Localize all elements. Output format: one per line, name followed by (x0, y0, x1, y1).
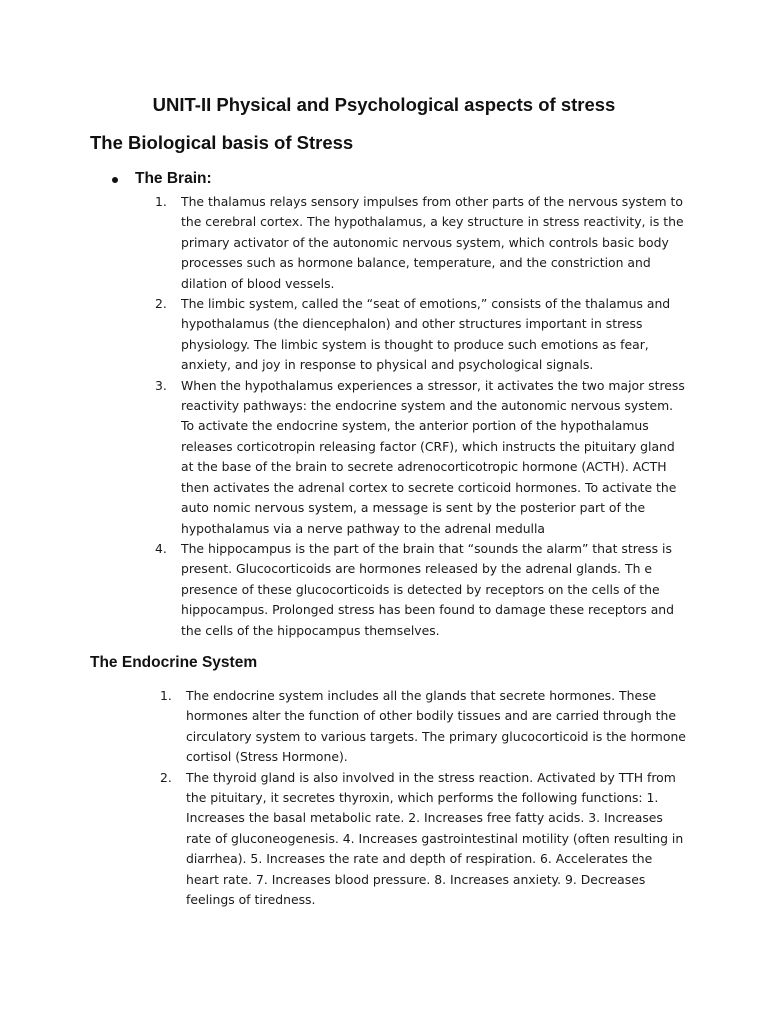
list-item (160, 686, 686, 768)
list-item-number: 2. (160, 769, 172, 785)
list-item (155, 376, 685, 539)
list-item (160, 768, 686, 911)
list-item-text: When the hypothalamus experiences a stressor, it activates the two major stress reactivity pathways: the endocrine system and the autonomic nervous system. To activate the endocrine system, the anterior portion of the hypothalamus releases corticotropin releasing factor (CRF), which instructs the pituitary gland at the base of the brain to secrete adrenocorticotropic hormone (ACTH). ACTH then activates the adrenal cortex to secrete corticoid hormones. To activate the auto nomic nervous system, a message is sent by the posterior part of the hypothalamus via a nerve pathway to the adrenal medulla (181, 377, 685, 536)
list-item-number: 2. (155, 296, 167, 312)
list-item-number: 3. (155, 377, 167, 393)
section-heading-biological-basis: The Biological basis of Stress (90, 132, 354, 153)
brain-numbered-list (155, 192, 685, 641)
list-item (155, 192, 685, 294)
list-item-text: The endocrine system includes all the glands that secrete hormones. These hormones alter the function of other bodily tissues and are carried through the circulatory system to various targets. The primary glucocorticoid is the hormone cortisol (Stress Hormone). (186, 688, 686, 765)
list-item (155, 294, 685, 376)
list-item-text: The thyroid gland is also involved in the stress reaction. Activated by TTH from the pituitary, it secretes thyroxin, which performs the following functions: 1. Increases the basal metabolic rate. 2. Increases free fatty acids. 3. Increases rate of gluconeogenesis. 4. Increases gastrointestinal motility (often resulting in diarrhea). 5. Increases the rate and depth of respiration. 6. Accelerates the heart rate. 7. Increases blood pressure. 8. Increases anxiety. 9. Decreases feelings of tiredness. (186, 769, 684, 908)
list-item-number: 1. (155, 194, 167, 209)
endocrine-numbered-list (160, 686, 686, 910)
page-title: UNIT-II Physical and Psychological aspects of stress (152, 94, 616, 115)
bullet-dot-icon (112, 177, 118, 183)
bullet-label: The Brain: (135, 170, 212, 187)
list-item-text: The hippocampus is the part of the brain that “sounds the alarm” that stress is present. Glucocorticoids are hormones released by the adrenal glands. Th e presence of these glucocorticoids is detected by receptors on the cells of the hippocampus. Prolonged stress has been found to damage these receptors and the cells of the hippocampus themselves. (181, 540, 675, 638)
list-item-number: 1. (160, 688, 172, 703)
section-heading-endocrine-system: The Endocrine System (90, 654, 258, 671)
list-item-text: The thalamus relays sensory impulses from other parts of the nervous system to the cerebral cortex. The hypothalamus, a key structure in stress reactivity, is the primary activator of the autonomic nervous system, which controls basic body processes such as hormone balance, temperature, and the constriction and dilation of blood vessels. (181, 194, 684, 291)
list-item-number: 4. (155, 540, 167, 556)
bullet-item-the-brain (112, 170, 212, 188)
list-item-text: The limbic system, called the “seat of emotions,” consists of the thalamus and hypothalamus (the diencephalon) and other structures important in stress physiology. The limbic system is thought to produce such emotions as fear, anxiety, and joy in response to physical and psychological signals. (181, 296, 671, 373)
list-item (155, 539, 685, 641)
